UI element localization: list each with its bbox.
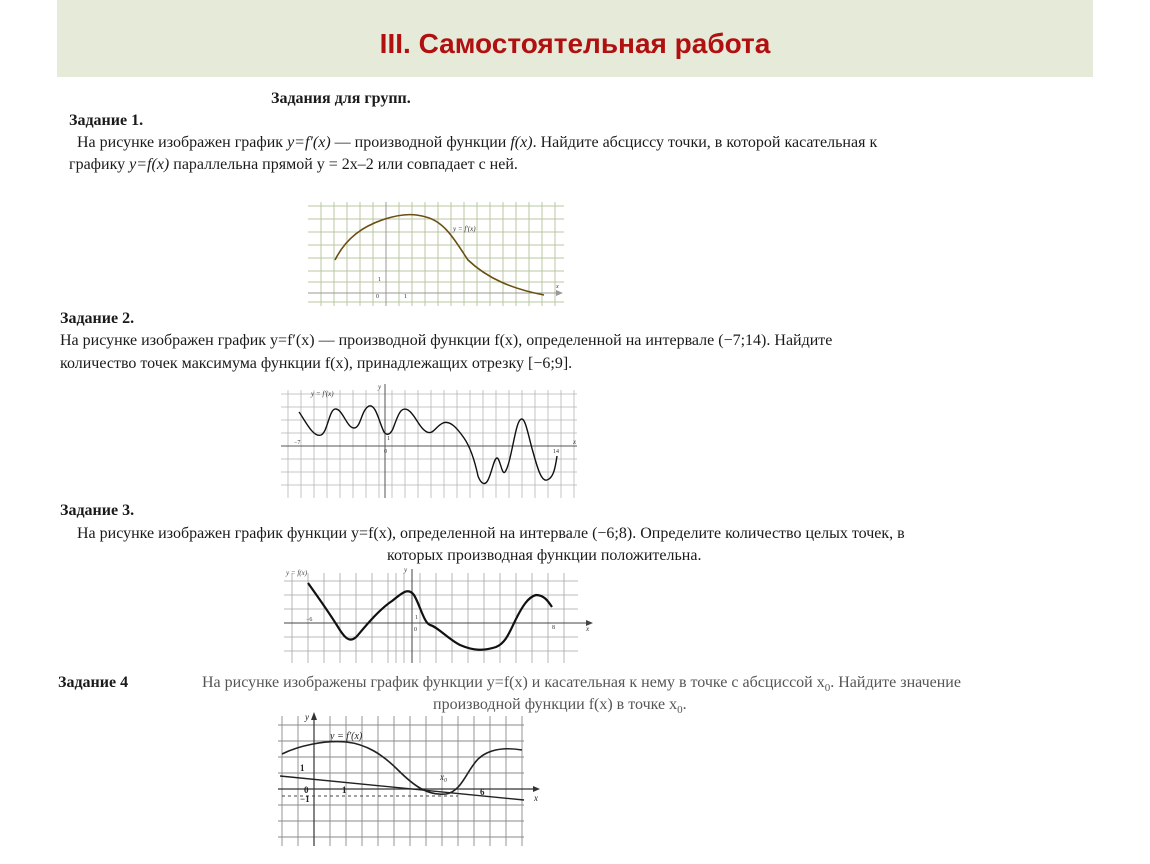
task4-tick-minus-one: −1 bbox=[300, 794, 310, 804]
task4-y-arrow bbox=[311, 712, 317, 720]
subheading: Задания для групп. bbox=[271, 90, 411, 107]
task1-tick-one-x: 1 bbox=[404, 294, 407, 300]
task3-curve bbox=[308, 583, 552, 650]
task3-line2: которых производная функции положительна. bbox=[387, 547, 702, 564]
task3-graph-label: y = f(x) bbox=[286, 569, 308, 577]
task2-label: Задание 2. bbox=[60, 310, 135, 327]
task3-tick-zero: 0 bbox=[414, 627, 417, 633]
task4-grid bbox=[278, 716, 524, 846]
task3-tick-left: −6 bbox=[306, 617, 313, 623]
task3-axis-y-label: y bbox=[404, 566, 408, 574]
task2-axis-y-label: y bbox=[378, 383, 382, 391]
task1-x-arrow bbox=[556, 290, 563, 296]
task2-grid bbox=[281, 390, 577, 498]
task2-tick-right: 14 bbox=[553, 449, 559, 455]
task3-grid bbox=[284, 573, 578, 663]
task4-tick-zero: 0 bbox=[304, 785, 309, 795]
task4-subscript: 0 bbox=[824, 682, 831, 695]
task1-graph-svg bbox=[308, 202, 566, 306]
task4-graph-svg bbox=[278, 708, 548, 848]
task2-axis-x-label: x bbox=[573, 438, 577, 446]
task1-tick-zero: 0 bbox=[376, 294, 379, 300]
task1-label: Задание 1. bbox=[69, 112, 144, 129]
task1-axis-x-label: x bbox=[556, 284, 559, 290]
task4-text: . Найдите значение bbox=[830, 674, 961, 691]
task2-line2: количество точек максимума функции f(x), принадлежащих отрезку [−6;9]. bbox=[60, 355, 573, 372]
task4-tick-one-x: 1 bbox=[342, 785, 347, 795]
task4-tick-one-y: 1 bbox=[300, 763, 305, 773]
task1-line2 bbox=[69, 154, 518, 176]
task2-graph-svg bbox=[281, 380, 579, 498]
task4-subscript: 0 bbox=[677, 704, 683, 717]
task2-tick-one: 1 bbox=[387, 436, 390, 442]
task1-graph-label: y = f′(x) bbox=[453, 225, 476, 233]
task1-formula: y=f(x) bbox=[129, 156, 170, 173]
task2-graph-label: y = f′(x) bbox=[311, 390, 334, 398]
task3-graph-svg bbox=[284, 565, 596, 663]
task4-text: производной функции f(x) в точке x bbox=[433, 696, 678, 713]
task4-axis-x-label: x bbox=[534, 793, 538, 803]
task3-tick-one: 1 bbox=[415, 615, 418, 621]
slide-title: III. Самостоятельная работа bbox=[379, 28, 771, 59]
task4-text: На рисунке изображены график функции y=f(x) и касательная к нему в точке с абсциссой x bbox=[202, 674, 825, 691]
task1-text: — производной функции bbox=[330, 134, 511, 151]
task1-text: графику bbox=[69, 156, 130, 173]
task4-curve bbox=[282, 742, 522, 795]
task3-tick-right: 8 bbox=[552, 625, 555, 631]
task2-tick-left: −7 bbox=[294, 440, 301, 446]
task1-graph bbox=[308, 202, 566, 306]
task1-formula: f(x) bbox=[510, 134, 533, 151]
task4-axis-y-label: y bbox=[305, 712, 309, 722]
task4-graph bbox=[278, 708, 548, 848]
task4-tick-x0: x₀ bbox=[440, 772, 448, 782]
task1-text: параллельна прямой y = 2x–2 или совпадает с ней. bbox=[169, 156, 518, 173]
task1-text: . Найдите абсциссу точки, в которой касательная к bbox=[532, 134, 878, 151]
task4-graph-label: y = f′(x) bbox=[330, 731, 363, 742]
task1-line1 bbox=[77, 132, 877, 154]
task1-curve bbox=[335, 215, 544, 295]
task3-axis-x-label: x bbox=[586, 625, 590, 633]
task2-line1: На рисунке изображен график y=f′(x) — производной функции f(x), определенной на интервале (−7;14). Найдите bbox=[60, 332, 833, 349]
task1-formula: y=f′(x) bbox=[287, 134, 331, 151]
task2-tick-zero: 0 bbox=[384, 449, 387, 455]
task4-x-arrow bbox=[533, 786, 540, 792]
title-banner bbox=[57, 0, 1093, 77]
task3-label: Задание 3. bbox=[60, 502, 135, 519]
task4-text: . bbox=[682, 696, 687, 713]
task1-text: На рисунке изображен график bbox=[77, 134, 288, 151]
task3-line1: На рисунке изображен график функции y=f(x), определенной на интервале (−6;8). Определите количество целых точек, в bbox=[77, 525, 905, 542]
task4-tick-six: 6 bbox=[480, 787, 485, 797]
task1-tick-one-y: 1 bbox=[378, 277, 381, 283]
task3-graph bbox=[284, 565, 596, 663]
task2-graph bbox=[281, 380, 579, 498]
task4-label: Задание 4 bbox=[58, 674, 129, 691]
